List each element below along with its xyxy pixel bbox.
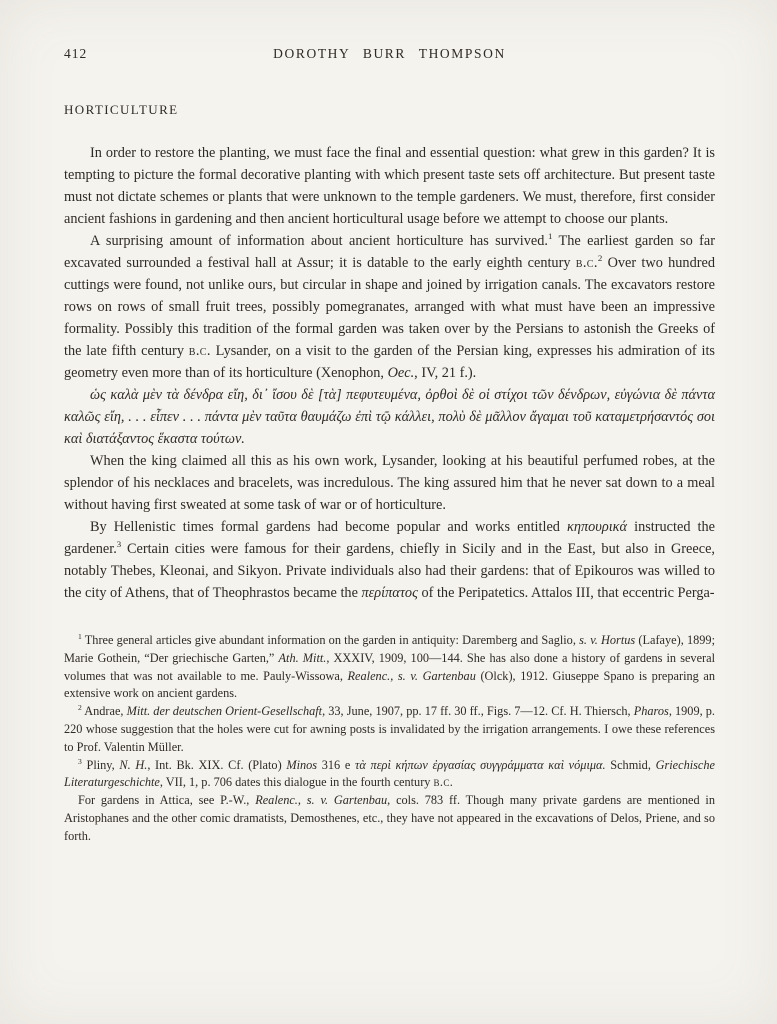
running-head: DOROTHY BURR THOMPSON (273, 46, 506, 61)
footnote-2: $^2$ Andrae, Mitt. der deutschen Orient-Gesellschaft, 33, June, 1907, pp. 17 ff. 30 ff., Figs. 7—12. Cf. H. Thiersch, Pharos, 1909, p. 220 whose suggestion that the holes were cut for awning posts is invalidated by the irrigation arrangements. I owe these references to Prof. Valentin Müller. (64, 703, 716, 754)
footnotes-section (64, 632, 715, 846)
body-text (64, 142, 715, 604)
page-number: 412 (64, 46, 88, 61)
paragraph-2: A surprising amount of information about ancient horticulture has survived.$^1$ The earliest garden so far excavated surrounded a festival hall at Assur; it is datable to the early eighth century b.c.$^2$ Over two hundred cuttings were found, not unlike ours, but circular in shape and joined by irrigation canals. The excavators restore rows on rows of small fruit trees, possibly pomegranates, arranged with what must have been an impressive formality. Possibly this tradition of the formal garden was taken over by the Persians to astonish the Greeks of the late fifth century b.c. Lysander, on a visit to the garden of the Persian king, expresses his admiration of its geometry even more than of its horticulture (Xenophon, Oec., IV, 21 f.). (64, 231, 715, 381)
footnote-3: $^3$ Pliny, N. H., Int. Bk. XIX. Cf. (Plato) Minos 316 e τὰ περὶ κήπων ἐργασίας συγγράμματα καὶ νόμιμα. Schmid, Griechische Literaturgeschichte, VII, 1, p. 706 dates this dialogue in the fourth century b.c. (64, 756, 715, 790)
paragraph-4: By Hellenistic times formal gardens had become popular and works entitled κηπουρικά instructed the gardener.$^3$ Certain cities were famous for their gardens, chiefly in Sicily and in the East, but also in Greece, notably Thebes, Kleonai, and Sikyon. Private individuals also had their gardens: that of Epikouros was willed to the city of Athens, that of Theophrastos became the περίπατος of the Peripatetics. Attalos III, that eccentric Perga- (64, 519, 716, 601)
greek-quotation: ὡς καλὰ μὲν τὰ δένδρα εἴη, δι᾽ ἴσου δὲ [τὰ] πεφυτευμένα, ὀρθοὶ δὲ οἱ στίχοι τῶν δένδρων, εὐγώνια δὲ πάντα καλῶς εἴη, . . . εἶπεν . . . πάντα μὲν ταῦτα θαυμάζω ἐπὶ τῷ κάλλει, πολὺ δὲ μᾶλλον ἄγαμαι τοῦ καταμετρήσαντός σοι καὶ διατάξαντος ἕκαστα τούτων. (64, 387, 715, 447)
footnote-1: $^1$ Three general articles give abundant information on the garden in antiquity: Daremberg and Saglio, s. v. Hortus (Lafaye), 1899; Marie Gothein, “Der griechische Garten,” Ath. Mitt., XXXIV, 1909, 100—144. She has also done a history of gardens in several volumes that was not available to me. Pauly-Wissowa, Realenc., s. v. Gartenbau (Olck), 1912. Giuseppe Spano is preparing an extensive work on ancient gardens. (64, 631, 716, 701)
section-heading: HORTICULTURE (64, 102, 179, 117)
page-header (64, 46, 715, 62)
paragraph-3: When the king claimed all this as his own work, Lysander, looking at his beautiful perfumed robes, at the splendor of his necklaces and bracelets, was incredulous. The king assured him that he never sat down to a meal without having first sweated at some task of war or of horticulture. (64, 453, 715, 513)
footnote-4: For gardens in Attica, see P.-W., Realenc., s. v. Gartenbau, cols. 783 ff. Though many private gardens are mentioned in Aristophanes and the other comic dramatists, Demosthenes, etc., they have not appeared in the excavations of Delos, Priene, and so forth. (64, 793, 716, 843)
paragraph-1: In order to restore the planting, we must face the final and essential question: what grew in this garden? It is tempting to picture the formal decorative planting with which present taste sets off architecture. But present taste must not dictate schemes or plants that were unknown to the temple gardeners. We must, therefore, first consider ancient fashions in gardening and then ancient horticultural usage before we attempt to choose our plants. (64, 145, 715, 227)
